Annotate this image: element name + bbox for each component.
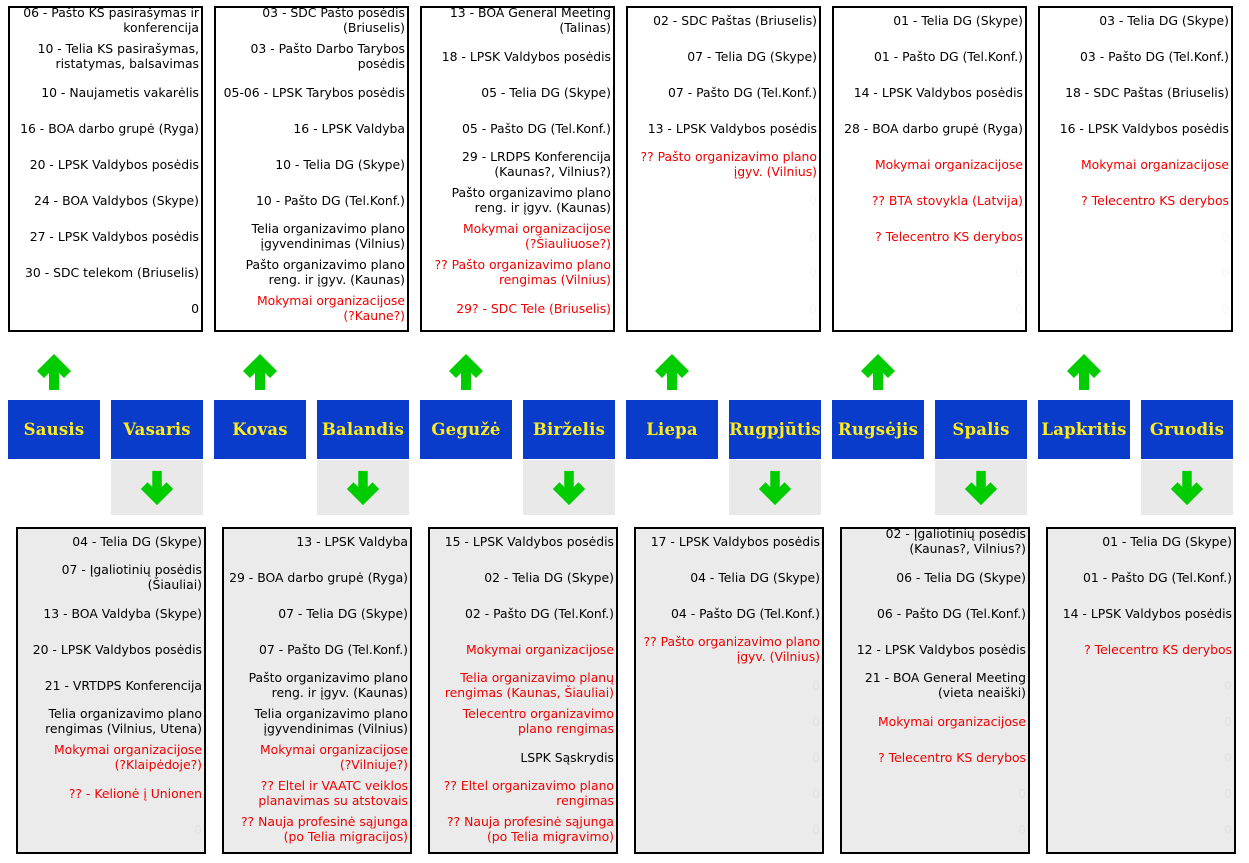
event-text-line: 0	[1015, 264, 1023, 280]
event-text-line: 18 - SDC Paštas (Briuselis)	[1065, 84, 1229, 100]
event-text-line: (Briuselis)	[343, 20, 405, 35]
event-text-line: 0	[812, 785, 820, 801]
event-text-line: 27 - LPSK Valdybos posėdis	[29, 228, 199, 244]
event-entry	[844, 811, 1026, 847]
event-text-line: 0	[812, 821, 820, 837]
event-text-line: 0	[1221, 264, 1229, 280]
event-text-line: 10 - Telia DG (Skype)	[275, 156, 405, 172]
event-entry	[20, 631, 202, 667]
event-text-line: 0	[1224, 785, 1232, 801]
event-text-line: posėdis	[357, 56, 405, 71]
event-entry	[432, 811, 614, 847]
event-entry	[836, 110, 1023, 146]
event-entry	[12, 182, 199, 218]
event-text-line: 16 - BOA darbo grupė (Ryga)	[20, 120, 199, 136]
event-text-line: 04 - Telia DG (Skype)	[690, 569, 820, 585]
top-panel-rugsejis	[832, 6, 1027, 332]
event-text-line: 03 - Telia DG (Skype)	[1099, 12, 1229, 28]
event-entry	[638, 667, 820, 703]
event-text-line: 0	[809, 228, 817, 244]
event-entry	[1050, 703, 1232, 739]
event-entry	[1042, 290, 1229, 326]
event-text-line: planavimas su atstovais	[258, 793, 408, 808]
event-entry	[218, 218, 405, 254]
event-entry	[638, 559, 820, 595]
event-text-line: ?? BTA stovykla (Latvija)	[871, 192, 1023, 208]
event-text-line: Pašto organizavimo plano	[248, 670, 408, 685]
event-entry	[20, 667, 202, 703]
event-entry	[1042, 110, 1229, 146]
month-button-gruodis[interactable]: Gruodis	[1141, 400, 1233, 459]
event-text-line: (Talinas)	[559, 20, 611, 35]
event-text-line: įgyvendinimas (Vilnius)	[260, 236, 405, 251]
event-entry	[1050, 527, 1232, 559]
event-entry	[226, 527, 408, 559]
event-text-line: 28 - BOA darbo grupė (Ryga)	[844, 120, 1023, 136]
event-text-line: LSPK Sąskrydis	[520, 749, 614, 765]
bottom-panel-spalis	[840, 527, 1030, 854]
month-button-sausis[interactable]: Sausis	[8, 400, 100, 459]
event-entry	[218, 182, 405, 218]
event-text-line: 07 - Telia DG (Skype)	[687, 48, 817, 64]
event-text-line: Telecentro organizavimo	[462, 706, 614, 721]
event-entry	[12, 290, 199, 326]
event-entry	[226, 595, 408, 631]
bottom-panel-vasaris	[16, 527, 206, 854]
event-text-line: Mokymai organizacijose	[877, 713, 1026, 729]
event-text-line: 0	[1018, 785, 1026, 801]
event-entry	[226, 667, 408, 703]
event-text-line: 24 - BOA Valdybos (Skype)	[33, 192, 199, 208]
event-entry	[630, 182, 817, 218]
arrow-down-icon	[1167, 469, 1207, 507]
arrow-down-icon	[343, 469, 383, 507]
event-text-line: 0	[1015, 300, 1023, 316]
event-entry	[432, 595, 614, 631]
event-text-line: Telia organizavimo planų	[460, 670, 614, 685]
event-text-line: 13 - LPSK Valdyba	[296, 533, 408, 549]
event-text-line: reng. ir įgyv. (Kaunas)	[271, 685, 408, 700]
event-text-line: 29 - BOA darbo grupė (Ryga)	[229, 569, 408, 585]
month-button-geguze[interactable]: Gegužė	[420, 400, 512, 459]
top-panel-liepa	[626, 6, 821, 332]
event-text-line: reng. ir įgyv. (Kaunas)	[474, 200, 611, 215]
event-text-line: 0	[1224, 821, 1232, 837]
event-entry	[630, 74, 817, 110]
arrow-up-icon	[652, 352, 692, 392]
event-text-line: 14 - LPSK Valdybos posėdis	[853, 84, 1023, 100]
event-text-line: 03 - Pašto DG (Tel.Konf.)	[1079, 48, 1229, 64]
event-text-line: Telia organizavimo plano	[48, 706, 202, 721]
bottom-panel-balandis	[222, 527, 412, 854]
event-entry	[1042, 38, 1229, 74]
event-entry	[1050, 739, 1232, 775]
bottom-panel-rugpjutis	[634, 527, 824, 854]
event-entry	[424, 110, 611, 146]
event-entry	[432, 739, 614, 775]
event-entry	[836, 218, 1023, 254]
event-entry	[1042, 182, 1229, 218]
event-text-line: Mokymai organizacijose	[1080, 156, 1229, 172]
event-text-line: 0	[1224, 677, 1232, 693]
event-text-line: 07 - Pašto DG (Tel.Konf.)	[667, 84, 817, 100]
event-entry	[424, 74, 611, 110]
event-entry	[844, 775, 1026, 811]
event-text-line: 13 - BOA General Meeting	[449, 6, 611, 20]
month-button-rugpjutis[interactable]: Rugpjūtis	[729, 400, 821, 459]
month-button-birzelis[interactable]: Birželis	[523, 400, 615, 459]
month-button-liepa[interactable]: Liepa	[626, 400, 718, 459]
arrow-down-icon	[755, 469, 795, 507]
month-button-kovas[interactable]: Kovas	[214, 400, 306, 459]
event-entry	[432, 667, 614, 703]
event-text-line: 0	[1221, 300, 1229, 316]
event-entry	[836, 254, 1023, 290]
event-entry	[424, 6, 611, 38]
event-entry	[12, 74, 199, 110]
event-text-line: 03 - Pašto Darbo Tarybos	[250, 41, 405, 56]
event-text-line: (?Vilniuje?)	[339, 757, 408, 772]
event-entry	[836, 38, 1023, 74]
event-text-line: rengimas (Vilnius, Utena)	[45, 721, 202, 736]
event-entry	[836, 74, 1023, 110]
arrow-down-icon	[549, 469, 589, 507]
event-text-line: 16 - LPSK Valdybos posėdis	[1059, 120, 1229, 136]
arrow-down-box	[111, 460, 203, 515]
event-entry	[844, 631, 1026, 667]
event-entry	[12, 254, 199, 290]
event-text-line: 02 - Pašto DG (Tel.Konf.)	[464, 605, 614, 621]
event-entry	[218, 74, 405, 110]
event-text-line: 12 - LPSK Valdybos posėdis	[856, 641, 1026, 657]
event-text-line: Mokymai organizacijose	[874, 156, 1023, 172]
arrow-down-box	[317, 460, 409, 515]
arrow-down-icon	[961, 469, 1001, 507]
event-entry	[424, 182, 611, 218]
event-text-line: (?Kaune?)	[343, 308, 405, 323]
event-text-line: Mokymai organizacijose	[53, 742, 202, 757]
event-entry	[226, 703, 408, 739]
event-entry	[432, 527, 614, 559]
event-entry	[836, 182, 1023, 218]
event-entry	[1050, 559, 1232, 595]
event-text-line: ?? Nauja profesinė sąjunga	[240, 814, 408, 829]
event-entry	[630, 110, 817, 146]
arrow-up-icon	[34, 352, 74, 392]
event-text-line: 04 - Pašto DG (Tel.Konf.)	[670, 605, 820, 621]
event-entry	[226, 811, 408, 847]
event-entry	[638, 739, 820, 775]
event-text-line: 07 - Įgaliotinių posėdis	[61, 562, 202, 577]
event-text-line: 0	[1224, 749, 1232, 765]
event-entry	[844, 527, 1026, 559]
event-entry	[630, 146, 817, 182]
event-entry	[20, 559, 202, 595]
event-entry	[844, 595, 1026, 631]
event-entry	[20, 739, 202, 775]
event-entry	[218, 110, 405, 146]
event-text-line: ? Telecentro KS derybos	[875, 228, 1023, 244]
event-entry	[844, 559, 1026, 595]
event-entry	[20, 595, 202, 631]
event-entry	[638, 631, 820, 667]
event-text-line: Telia organizavimo plano	[251, 221, 405, 236]
event-entry	[638, 703, 820, 739]
event-text-line: 0	[1018, 821, 1026, 837]
event-text-line: 04 - Telia DG (Skype)	[72, 533, 202, 549]
arrow-down-box	[935, 460, 1027, 515]
event-text-line: (?Klaipėdoje?)	[114, 757, 202, 772]
event-entry	[836, 146, 1023, 182]
arrow-up-icon	[858, 352, 898, 392]
event-text-line: (?Šiauliuose?)	[525, 236, 611, 251]
event-entry	[630, 38, 817, 74]
event-entry	[218, 38, 405, 74]
event-entry	[20, 703, 202, 739]
event-text-line: 10 - Naujametis vakarėlis	[41, 84, 199, 100]
event-text-line: reng. ir įgyv. (Kaunas)	[268, 272, 405, 287]
event-text-line: 01 - Pašto DG (Tel.Konf.)	[1082, 569, 1232, 585]
event-text-line: ?? Pašto organizavimo plano	[640, 149, 817, 164]
event-text-line: 01 - Pašto DG (Tel.Konf.)	[873, 48, 1023, 64]
event-entry	[1050, 595, 1232, 631]
event-entry	[638, 811, 820, 847]
event-entry	[1050, 811, 1232, 847]
event-text-line: plano rengimas	[518, 721, 614, 736]
event-text-line: 10 - Pašto DG (Tel.Konf.)	[255, 192, 405, 208]
event-text-line: Pašto organizavimo plano	[451, 185, 611, 200]
event-text-line: 18 - LPSK Valdybos posėdis	[441, 48, 611, 64]
event-entry	[836, 6, 1023, 38]
event-entry	[218, 290, 405, 326]
event-text-line: 30 - SDC telekom (Briuselis)	[25, 264, 199, 280]
event-text-line: Pašto organizavimo plano	[245, 257, 405, 272]
event-text-line: 0	[1224, 713, 1232, 729]
event-text-line: 05-06 - LPSK Tarybos posėdis	[223, 84, 405, 100]
event-entry	[432, 559, 614, 595]
event-text-line: 15 - LPSK Valdybos posėdis	[444, 533, 614, 549]
event-text-line: ?? Eltel organizavimo plano	[443, 778, 614, 793]
event-text-line: ristatymas, balsavimas	[55, 56, 199, 71]
event-entry	[1050, 631, 1232, 667]
event-entry	[1042, 74, 1229, 110]
event-text-line: (Kaunas?, Vilnius?)	[494, 164, 611, 179]
event-text-line: įgyv. (Vilnius)	[736, 649, 820, 664]
top-panel-sausis	[8, 6, 203, 332]
event-text-line: (Šiauliai)	[147, 577, 202, 592]
event-entry	[1042, 218, 1229, 254]
event-entry	[1050, 667, 1232, 703]
event-entry	[226, 775, 408, 811]
event-entry	[432, 703, 614, 739]
event-text-line: 0	[1221, 228, 1229, 244]
event-text-line: 0	[809, 264, 817, 280]
event-text-line: ? Telecentro KS derybos	[1081, 192, 1229, 208]
event-entry	[20, 775, 202, 811]
event-text-line: 02 - Įgaliotinių posėdis	[885, 527, 1026, 541]
event-entry	[638, 595, 820, 631]
event-text-line: 29? - SDC Tele (Briuselis)	[456, 300, 611, 316]
event-text-line: ?? Nauja profesinė sąjunga	[446, 814, 614, 829]
arrow-down-box	[523, 460, 615, 515]
month-button-balandis[interactable]: Balandis	[317, 400, 409, 459]
event-entry	[12, 218, 199, 254]
event-text-line: Mokymai organizacijose	[465, 641, 614, 657]
event-entry	[12, 146, 199, 182]
event-entry	[630, 254, 817, 290]
event-entry	[844, 667, 1026, 703]
arrow-down-box	[729, 460, 821, 515]
event-text-line: Telia organizavimo plano	[254, 706, 408, 721]
arrow-up-icon	[1064, 352, 1104, 392]
event-entry	[218, 146, 405, 182]
event-text-line: 0	[812, 677, 820, 693]
event-entry	[226, 739, 408, 775]
event-entry	[836, 290, 1023, 326]
event-text-line: Mokymai organizacijose	[256, 293, 405, 308]
arrow-up-icon	[446, 352, 486, 392]
bottom-panel-gruodis	[1046, 527, 1236, 854]
month-button-lapkritis[interactable]: Lapkritis	[1038, 400, 1130, 459]
event-entry	[1050, 775, 1232, 811]
event-entry	[432, 631, 614, 667]
event-text-line: Mokymai organizacijose	[259, 742, 408, 757]
month-button-rugsejis[interactable]: Rugsėjis	[832, 400, 924, 459]
event-text-line: 13 - LPSK Valdybos posėdis	[647, 120, 817, 136]
top-panel-lapkritis	[1038, 6, 1233, 332]
arrow-down-box	[1141, 460, 1233, 515]
event-text-line: ? Telecentro KS derybos	[1084, 641, 1232, 657]
event-text-line: 14 - LPSK Valdybos posėdis	[1062, 605, 1232, 621]
month-button-vasaris[interactable]: Vasaris	[111, 400, 203, 459]
event-entry	[12, 110, 199, 146]
event-entry	[424, 146, 611, 182]
event-text-line: 06 - Pašto KS pasirašymas ir	[23, 6, 199, 20]
event-text-line: rengimas	[556, 793, 614, 808]
event-entry	[12, 38, 199, 74]
event-entry	[844, 739, 1026, 775]
event-text-line: 21 - BOA General Meeting	[864, 670, 1026, 685]
event-text-line: 03 - SDC Pašto posėdis	[262, 6, 405, 20]
event-text-line: ?? Pašto organizavimo plano	[643, 634, 820, 649]
bottom-panel-birzelis	[428, 527, 618, 854]
event-entry	[20, 527, 202, 559]
event-text-line: 10 - Telia KS pasirašymas,	[37, 41, 199, 56]
event-text-line: 29 - LRDPS Konferencija	[462, 149, 611, 164]
event-text-line: 02 - SDC Paštas (Briuselis)	[653, 12, 817, 28]
event-entry	[630, 290, 817, 326]
event-text-line: (po Telia migravimo)	[486, 829, 614, 844]
event-entry	[12, 6, 199, 38]
event-entry	[218, 254, 405, 290]
event-text-line: 0	[191, 300, 199, 316]
event-entry	[1042, 146, 1229, 182]
event-text-line: (vieta neaiški)	[937, 685, 1026, 700]
event-text-line: ? Telecentro KS derybos	[878, 749, 1026, 765]
event-text-line: 06 - Pašto DG (Tel.Konf.)	[876, 605, 1026, 621]
event-entry	[424, 254, 611, 290]
event-text-line: konferencija	[123, 20, 199, 35]
event-text-line: 20 - LPSK Valdybos posėdis	[29, 156, 199, 172]
event-text-line: Mokymai organizacijose	[462, 221, 611, 236]
event-entry	[630, 6, 817, 38]
event-text-line: 01 - Telia DG (Skype)	[893, 12, 1023, 28]
event-text-line: 0	[812, 749, 820, 765]
event-entry	[630, 218, 817, 254]
arrow-down-icon	[137, 469, 177, 507]
event-entry	[432, 775, 614, 811]
event-text-line: ?? Eltel ir VAATC veiklos	[260, 778, 408, 793]
event-text-line: 16 - LPSK Valdyba	[293, 120, 405, 136]
event-entry	[424, 38, 611, 74]
event-entry	[1042, 254, 1229, 290]
event-text-line: 06 - Telia DG (Skype)	[896, 569, 1026, 585]
event-entry	[226, 631, 408, 667]
event-text-line: 05 - Telia DG (Skype)	[481, 84, 611, 100]
event-entry	[424, 290, 611, 326]
event-text-line: 02 - Telia DG (Skype)	[484, 569, 614, 585]
event-text-line: ?? - Kelionė į Unionen	[68, 785, 202, 801]
event-entry	[844, 703, 1026, 739]
event-entry	[218, 6, 405, 38]
event-text-line: 0	[809, 300, 817, 316]
event-text-line: įgyvendinimas (Vilnius)	[263, 721, 408, 736]
event-text-line: 13 - BOA Valdyba (Skype)	[43, 605, 202, 621]
event-text-line: 01 - Telia DG (Skype)	[1102, 533, 1232, 549]
event-text-line: (po Telia migracijos)	[283, 829, 408, 844]
event-text-line: rengimas (Kaunas, Šiauliai)	[444, 685, 614, 700]
event-entry	[638, 527, 820, 559]
event-text-line: 21 - VRTDPS Konferencija	[44, 677, 202, 693]
event-text-line: įgyv. (Vilnius)	[733, 164, 817, 179]
event-text-line: 20 - LPSK Valdybos posėdis	[32, 641, 202, 657]
event-text-line: 05 - Pašto DG (Tel.Konf.)	[461, 120, 611, 136]
month-button-spalis[interactable]: Spalis	[935, 400, 1027, 459]
event-text-line: 07 - Telia DG (Skype)	[278, 605, 408, 621]
event-text-line: 07 - Pašto DG (Tel.Konf.)	[258, 641, 408, 657]
event-text-line: (Kaunas?, Vilnius?)	[909, 541, 1026, 556]
event-entry	[638, 775, 820, 811]
event-entry	[1042, 6, 1229, 38]
top-panel-kovas	[214, 6, 409, 332]
event-text-line: 0	[809, 192, 817, 208]
event-entry	[226, 559, 408, 595]
event-text-line: 17 - LPSK Valdybos posėdis	[650, 533, 820, 549]
event-text-line: 0	[194, 821, 202, 837]
event-text-line: 0	[812, 713, 820, 729]
event-entry	[20, 811, 202, 847]
arrow-up-icon	[240, 352, 280, 392]
event-text-line: rengimas (Vilnius)	[498, 272, 611, 287]
event-text-line: ?? Pašto organizavimo plano	[434, 257, 611, 272]
top-panel-geguze	[420, 6, 615, 332]
event-entry	[424, 218, 611, 254]
